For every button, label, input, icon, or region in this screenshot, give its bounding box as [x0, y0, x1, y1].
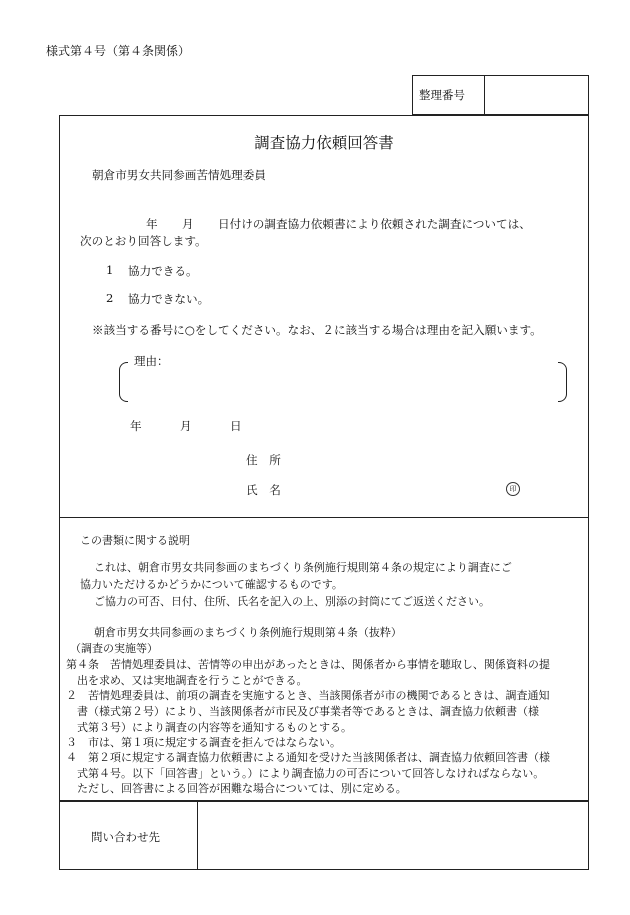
- sign-year: 年: [130, 419, 142, 433]
- explanation-para1-line1: これは、朝倉市男女共同参画のまちづくり条例施行規則第４条の規定により調査にご: [94, 561, 512, 574]
- reason-bracket-right: [558, 362, 567, 402]
- date-month: 月: [182, 217, 194, 231]
- section-divider-explanation: [59, 517, 589, 518]
- addressee: 朝倉市男女共同参画苦情処理委員: [92, 168, 266, 182]
- body-line-2: 次のとおり回答します。: [80, 234, 207, 248]
- paragraph4-line1: ４ 第２項に規定する調査協力依頼書による通知を受けた当該関係者は、調査協力依頼回答書（様: [66, 751, 550, 764]
- option-2-number[interactable]: 2: [106, 291, 114, 305]
- regulation-title: 朝倉市男女共同参画のまちづくり条例施行規則第４条（抜粋）: [94, 626, 402, 639]
- article4-line1: 第４条 苦情処理委員は、苦情等の申出があったときは、関係者から事情を聴取し、関係資料の提: [66, 658, 550, 671]
- explanation-para2: ご協力の可否、日付、住所、氏名を記入の上、別添の封筒にてご返送ください。: [94, 595, 490, 608]
- option-1-label[interactable]: 協力できる。: [128, 264, 198, 278]
- option-1-number[interactable]: 1: [106, 263, 114, 277]
- explanation-para1-line2: 協力いただけるかどうかについて確認するものです。: [80, 578, 343, 591]
- paragraph4-line2: 式第４号。以下「回答書」という。）により調査協力の可否について回答しなければならない。: [77, 767, 545, 780]
- article4-line2: 出を求め、又は実地調査を行うことができる。: [77, 674, 308, 687]
- paragraph2-line2: 書（様式第２号）により、当該関係者が市民及び事業者等であるときは、調査協力依頼書（様: [77, 705, 539, 718]
- paragraph2-line3: 式第３号）により調査の内容等を通知するものとする。: [77, 721, 352, 734]
- form-id: 様式第４号（第４条関係）: [46, 44, 191, 58]
- seal-mark: 印: [506, 482, 520, 496]
- date-year: 年: [146, 217, 158, 231]
- reason-label: 理由：: [131, 353, 172, 369]
- contact-divider: [197, 801, 198, 870]
- contact-label: 問い合わせ先: [91, 830, 160, 844]
- paragraph2-line1: ２ 苦情処理委員は、前項の調査を実施するとき、当該関係者が市の機関であるときは、調査通知: [66, 689, 550, 702]
- regulation-caption: （調査の実施等）: [70, 642, 158, 655]
- paragraph3-line1: ３ 市は、第１項に規定する調査を拒んではならない。: [66, 736, 341, 749]
- document-title: 調査協力依頼回答書: [254, 134, 394, 152]
- instruction-note: ※該当する番号に○をしてください。なお、２に該当する場合は理由を記入願います。: [92, 323, 542, 337]
- sign-day: 日: [230, 419, 242, 433]
- option-2-label[interactable]: 協力できない。: [128, 292, 210, 306]
- seiri-number-label: 整理番号: [419, 88, 465, 102]
- address-label: 住 所: [246, 453, 281, 467]
- name-label: 氏 名: [246, 483, 281, 497]
- sign-month: 月: [180, 419, 192, 433]
- reason-bracket-left: [119, 362, 128, 402]
- paragraph4-line3: ただし、回答書による回答が困難な場合については、別に定める。: [77, 782, 407, 795]
- body-line-1: 日付けの調査協力依頼書により依頼された調査については、: [218, 217, 531, 231]
- explanation-heading: この書類に関する説明: [80, 534, 190, 547]
